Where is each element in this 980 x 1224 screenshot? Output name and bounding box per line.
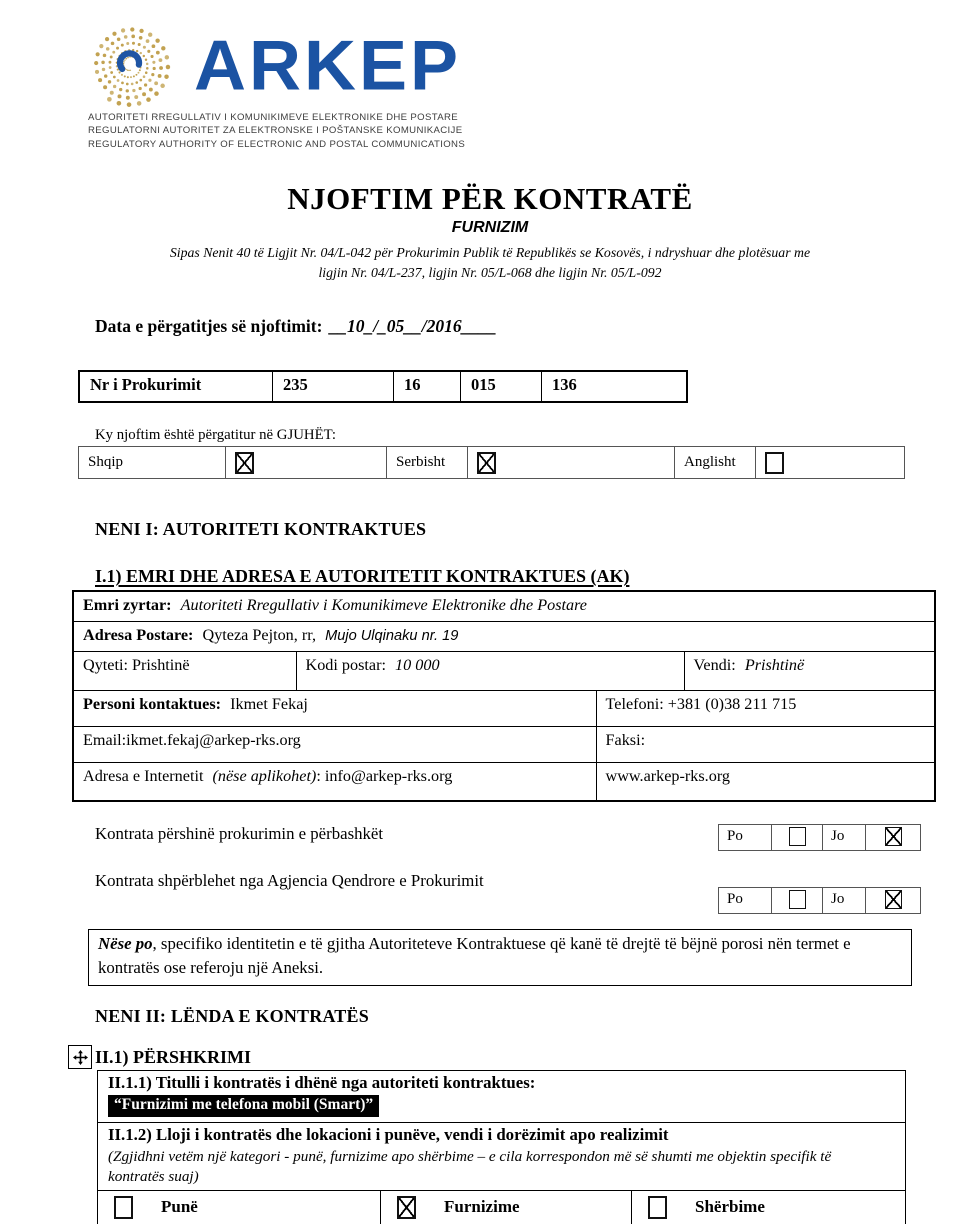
joint-procurement-row xyxy=(95,824,921,851)
checkbox-furnizime[interactable] xyxy=(397,1196,416,1219)
language-cell-shqip xyxy=(226,447,387,479)
checkbox-pune[interactable] xyxy=(114,1196,133,1219)
table-row xyxy=(73,591,935,622)
checkbox-po-2[interactable] xyxy=(789,890,806,909)
contracting-authority-table xyxy=(72,590,936,802)
section-1-heading: NENI I: AUTORITETI KONTRAKTUES xyxy=(95,519,427,540)
arkep-spiral-icon xyxy=(86,24,178,110)
contact-person-value: Ikmet Fekaj xyxy=(230,695,308,714)
postal-address-cell xyxy=(73,622,935,652)
checkbox-serbisht[interactable] xyxy=(477,452,496,474)
po-jo-table-1 xyxy=(718,824,921,851)
if-yes-note-box xyxy=(88,929,912,986)
postcode-value: 10 000 xyxy=(395,656,440,675)
page-title: NJOFTIM PËR KONTRATË xyxy=(287,181,693,217)
contract-type-options xyxy=(98,1190,905,1224)
contract-title-label: II.1.1) Titulli i kontratës i dhënë nga autoriteti kontraktues: xyxy=(108,1073,536,1093)
table-move-handle-icon[interactable] xyxy=(68,1045,92,1069)
table-row xyxy=(73,763,935,802)
central-agency-text: Kontrata shpërblehet nga Agjencia Qendrore e Prokurimit xyxy=(95,871,484,891)
date-label: Data e përgatitjes së njoftimit: xyxy=(95,316,323,337)
option-pune-label: Punë xyxy=(161,1197,198,1217)
section-2-1-subheading: II.1) PËRSHKRIMI xyxy=(95,1046,252,1067)
website-cell: www.arkep-rks.org xyxy=(596,763,935,802)
date-value: __10_/_05__/2016____ xyxy=(329,316,497,337)
fax-cell: Faksi: xyxy=(596,727,935,763)
contract-type-label: II.1.2) Lloji i kontratës dhe lokacioni i punëve, vendi i dorëzimit apo realizimit xyxy=(108,1125,669,1145)
preparation-date-line xyxy=(95,316,980,337)
postal-address-label: Adresa Postare: xyxy=(83,626,194,645)
contract-title-row xyxy=(98,1071,905,1123)
language-label-serbisht: Serbisht xyxy=(387,447,468,479)
checkbox-sherbime[interactable] xyxy=(648,1196,667,1219)
postal-address-street: Mujo Ulqinaku nr. 19 xyxy=(325,628,459,645)
country-value: Prishtinë xyxy=(744,656,805,675)
option-sherbime-label: Shërbime xyxy=(695,1197,765,1217)
country-label: Vendi: xyxy=(693,656,736,675)
table-row xyxy=(73,652,935,691)
postcode-label: Kodi postar: xyxy=(305,656,386,675)
po-cell xyxy=(772,888,823,914)
procurement-value-1: 235 xyxy=(273,371,394,402)
procurement-value-3: 015 xyxy=(461,371,542,402)
internet-address-note: (nëse aplikohet) xyxy=(212,767,317,786)
description-table xyxy=(97,1070,906,1224)
logo-tagline-en: REGULATORY AUTHORITY OF ELECTRONIC AND POSTAL COMMUNICATIONS xyxy=(88,138,466,150)
logo-taglines xyxy=(88,111,980,151)
logo xyxy=(86,26,980,108)
official-name-cell xyxy=(73,591,935,622)
language-cell-serbisht xyxy=(468,447,675,479)
option-furnizime-label: Furnizime xyxy=(444,1197,520,1217)
option-sherbime xyxy=(632,1191,905,1224)
phone-cell: Telefoni: +381 (0)38 211 715 xyxy=(596,691,935,727)
po-label: Po xyxy=(719,825,772,851)
po-label: Po xyxy=(719,888,772,914)
languages-table xyxy=(78,446,905,479)
country-cell xyxy=(684,652,935,691)
table-row xyxy=(73,727,935,763)
section-2-heading: NENI II: LËNDA E KONTRATËS xyxy=(95,1006,369,1027)
checkbox-shqip[interactable] xyxy=(235,452,254,474)
postcode-cell xyxy=(296,652,684,691)
language-cell-anglisht xyxy=(756,447,905,479)
central-agency-row xyxy=(95,871,921,914)
legal-line-2: ligjin Nr. 04/L-237, ligjin Nr. 05/L-068 dhe ligjin Nr. 05/L-092 xyxy=(318,265,662,281)
contract-type-row xyxy=(98,1123,905,1186)
internet-address-cell xyxy=(73,763,596,802)
section-2-1-row xyxy=(68,1045,980,1069)
procurement-number-table xyxy=(78,370,688,403)
procurement-value-2: 16 xyxy=(394,371,461,402)
jo-cell xyxy=(866,888,921,914)
contact-person-cell xyxy=(73,691,596,727)
postal-address-value: Qyteza Pejton, rr, xyxy=(202,626,317,645)
checkbox-po-1[interactable] xyxy=(789,827,806,846)
option-furnizime xyxy=(381,1191,632,1224)
logo-brand: ARKEP xyxy=(194,27,462,106)
checkbox-jo-1[interactable] xyxy=(885,827,902,846)
city-cell: Qyteti: Prishtinë xyxy=(73,652,296,691)
email-cell: Email:ikmet.fekaj@arkep-rks.org xyxy=(73,727,596,763)
official-name-value: Autoriteti Rregullativ i Komunikimeve Elektronike dhe Postare xyxy=(180,596,587,615)
table-row xyxy=(73,691,935,727)
page-subtitle: FURNIZIM xyxy=(451,219,529,237)
jo-label: Jo xyxy=(823,825,866,851)
contract-title-value: “Furnizimi me telefona mobil (Smart)” xyxy=(108,1095,379,1117)
joint-procurement-text: Kontrata përshinë prokurimin e përbashkët xyxy=(95,824,383,844)
section-1-1-subheading: I.1) EMRI DHE ADRESA E AUTORITETIT KONTRAKTUES (AK) xyxy=(95,566,630,587)
languages-intro: Ky njoftim është përgatitur në GJUHËT: xyxy=(95,427,337,444)
internet-address-value: : info@arkep-rks.org xyxy=(316,767,453,786)
procurement-label: Nr i Prokurimit xyxy=(79,371,273,402)
logo-tagline-sq: AUTORITETI RREGULLATIV I KOMUNIKIMEVE ELEKTRONIKE DHE POSTARE xyxy=(88,112,458,123)
option-pune xyxy=(98,1191,381,1224)
legal-line-1: Sipas Nenit 40 të Ligjit Nr. 04/L-042 për Prokurimin Publik të Republikës se Kosovës, i ndryshuar dhe plotësuar me xyxy=(169,245,811,261)
internet-address-label: Adresa e Internetit xyxy=(83,767,204,786)
po-cell xyxy=(772,825,823,851)
po-jo-table-2 xyxy=(718,887,921,914)
if-yes-bold: Nëse po xyxy=(98,934,153,954)
if-yes-rest: , specifiko identitetin e të gjitha Autoriteteve Kontraktuese që kanë të drejtë të bëjnë porosi nën termet e kontratës ose referoju një Aneksi. xyxy=(98,934,851,978)
contact-person-label: Personi kontaktues: xyxy=(83,695,222,714)
jo-label: Jo xyxy=(823,888,866,914)
contract-type-note: (Zgjidhni vetëm një kategori - punë, furnizime apo shërbime – e cila korrespondon më së shumti me objektin specifik të kontratës suaj) xyxy=(108,1148,832,1185)
checkbox-anglisht[interactable] xyxy=(765,452,784,474)
language-label-anglisht: Anglisht xyxy=(675,447,756,479)
title-block xyxy=(0,181,980,283)
logo-tagline-sr: REGULATORNI AUTORITET ZA ELEKTRONSKE I POŠTANSKE KOMUNIKACIJE xyxy=(88,125,463,137)
official-name-label: Emri zyrtar: xyxy=(83,596,172,615)
jo-cell xyxy=(866,825,921,851)
procurement-value-4: 136 xyxy=(542,371,688,402)
language-label-shqip: Shqip xyxy=(79,447,226,479)
table-row xyxy=(73,622,935,652)
legal-reference xyxy=(0,243,980,283)
checkbox-jo-2[interactable] xyxy=(885,890,902,909)
